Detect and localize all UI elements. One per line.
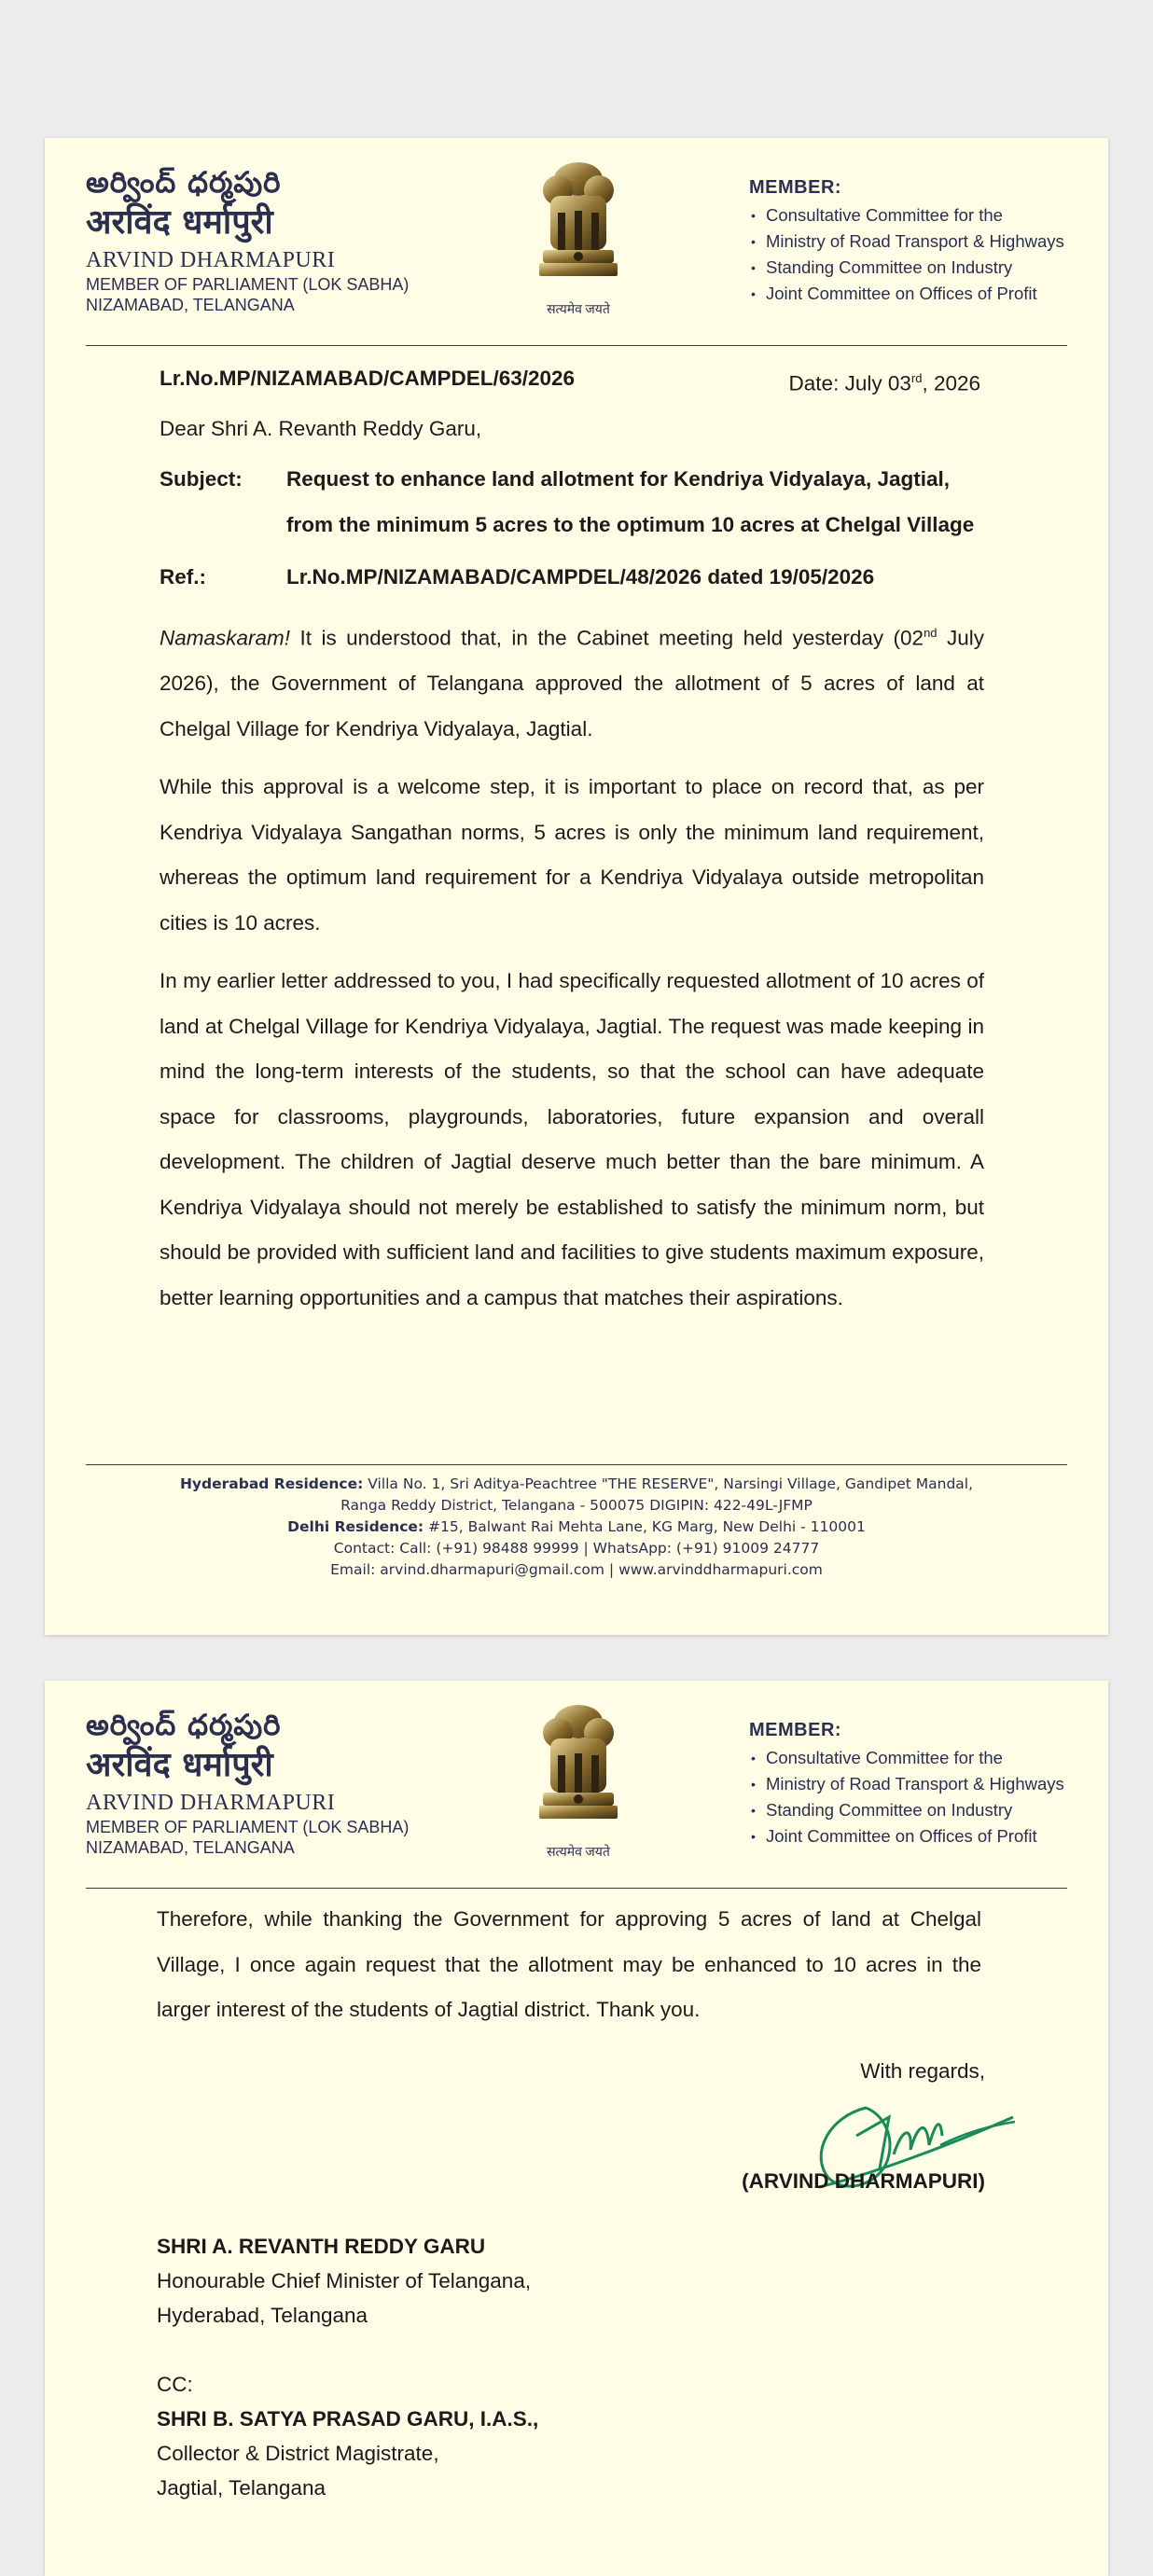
hyderabad-residence-line bbox=[86, 1474, 1067, 1495]
delhi-address: #15, Balwant Rai Mehta Lane, KG Marg, New Delhi - 110001 bbox=[424, 1518, 866, 1535]
ref-date-row bbox=[160, 356, 984, 401]
designation: MEMBER OF PARLIAMENT (LOK SABHA) bbox=[86, 1818, 410, 1836]
addressee-block bbox=[157, 2229, 531, 2333]
greeting-italic: Namaskaram! bbox=[160, 626, 291, 650]
letter-body-page2 bbox=[157, 1897, 981, 2033]
date-text: Date: July 03 bbox=[788, 371, 911, 395]
membership-item: • Standing Committee on Industry bbox=[749, 1797, 1104, 1823]
addressee-location: Hyderabad, Telangana bbox=[157, 2304, 368, 2327]
ashoka-emblem-icon bbox=[530, 1701, 627, 1841]
membership-item: • Standing Committee on Industry bbox=[749, 255, 1104, 281]
footer-page1 bbox=[86, 1474, 1067, 1581]
contact-line: Contact: Call: (+91) 98488 99999 | WhatsApp: (+91) 91009 24777 bbox=[333, 1540, 820, 1557]
subject-row bbox=[160, 457, 984, 547]
name-telugu: అర్వింద్ ధర్మపురి bbox=[86, 1709, 282, 1742]
para1-text-a: It is understood that, in the Cabinet meeting held yesterday (02 bbox=[290, 626, 924, 650]
name-hindi: अरविंद धर्मापुरी bbox=[86, 1746, 273, 1784]
letter-number: Lr.No.MP/NIZAMABAD/CAMPDEL/63/2026 bbox=[160, 367, 576, 390]
paragraph-1 bbox=[160, 611, 984, 752]
subject-label: Subject: bbox=[160, 467, 243, 491]
delhi-label: Delhi Residence: bbox=[287, 1518, 424, 1535]
addressee-name: SHRI A. REVANTH REDDY GARU bbox=[157, 2235, 486, 2258]
membership-item-cont: • Ministry of Road Transport & Highways bbox=[749, 229, 1104, 255]
email-website-line: Email: arvind.dharmapuri@gmail.com | www.arvinddharmapuri.com bbox=[330, 1561, 823, 1578]
addressee-title: Honourable Chief Minister of Telangana, bbox=[157, 2269, 532, 2292]
national-emblem bbox=[522, 159, 634, 318]
designation: MEMBER OF PARLIAMENT (LOK SABHA) bbox=[86, 275, 410, 294]
hyderabad-address: Villa No. 1, Sri Aditya-Peachtree "THE RESERVE", Narsingi Village, Gandipet Mandal, bbox=[363, 1475, 974, 1492]
signatory-name: (ARVIND DHARMAPURI) bbox=[742, 2169, 985, 2193]
membership-item: • Joint Committee on Offices of Profit bbox=[749, 281, 1104, 307]
cc-title: Collector & District Magistrate, bbox=[157, 2442, 439, 2465]
letterhead-name-block bbox=[86, 1707, 409, 1858]
date-year: , 2026 bbox=[922, 371, 980, 395]
membership-block bbox=[749, 177, 1104, 307]
name-telugu: అర్వింద్ ధర్మపురి bbox=[86, 166, 282, 200]
member-title: MEMBER: bbox=[749, 177, 842, 198]
emblem-motto: सत्यमेव जयते bbox=[547, 1846, 610, 1860]
letterhead-divider bbox=[86, 345, 1067, 346]
emblem-motto: सत्यमेव जयते bbox=[547, 303, 610, 317]
salutation: Dear Shri A. Revanth Reddy Garu, bbox=[160, 417, 482, 440]
letter-body-page1 bbox=[160, 356, 984, 1321]
membership-item: • Consultative Committee for the bbox=[749, 1745, 1104, 1771]
ashoka-emblem-icon bbox=[530, 159, 627, 298]
constituency: NIZAMABAD, TELANGANA bbox=[86, 1838, 295, 1857]
delhi-residence-line bbox=[86, 1517, 1067, 1538]
letter-page-2 bbox=[45, 1681, 1108, 2576]
cc-location: Jagtial, Telangana bbox=[157, 2476, 326, 2500]
paragraph-3: In my earlier letter addressed to you, I had specifically requested allotment of 10 acres of land at Chelgal Village for Kendriya Vidyalaya, Jagtial. The request was made keeping in mind the long-term interests of the students, so that the school can have adequate space for classrooms, playgrounds, laboratories, future expansion and overall development. The children of Jagtial deserve much better than the bare minimum. A Kendriya Vidyalaya should not merely be established to satisfy the minimum norm, but should be provided with sufficient land and facilities to give students maximum exposure, better learning opportunities and a campus that matches their aspirations. bbox=[160, 969, 984, 1309]
constituency: NIZAMABAD, TELANGANA bbox=[86, 296, 295, 314]
name-english: ARVIND DHARMAPURI bbox=[86, 248, 336, 272]
date-sup: rd bbox=[910, 371, 923, 385]
hyderabad-address-line2: Ranga Reddy District, Telangana - 500075 DIGIPIN: 422-49L-JFMP bbox=[340, 1497, 813, 1514]
cc-name: SHRI B. SATYA PRASAD GARU, I.A.S., bbox=[157, 2407, 539, 2431]
hyderabad-label: Hyderabad Residence: bbox=[179, 1475, 364, 1492]
reference-row bbox=[160, 551, 984, 603]
footer-divider bbox=[86, 1464, 1067, 1465]
membership-block bbox=[749, 1720, 1104, 1849]
paragraph-4: Therefore, while thanking the Government for approving 5 acres of land at Chelgal Village, I once again request that the allotment may be enhanced to 10 acres in the larger interest of the students of Jagtial district. Thank you. bbox=[157, 1907, 981, 2021]
letter-page-1 bbox=[45, 138, 1108, 1635]
reference-text: Lr.No.MP/NIZAMABAD/CAMPDEL/48/2026 dated 19/05/2026 bbox=[286, 565, 875, 589]
letterhead-divider bbox=[86, 1888, 1067, 1889]
reference-label: Ref.: bbox=[160, 565, 206, 589]
national-emblem bbox=[522, 1701, 634, 1861]
member-title: MEMBER: bbox=[749, 1720, 842, 1740]
name-english: ARVIND DHARMAPURI bbox=[86, 1791, 336, 1815]
letter-date bbox=[789, 356, 980, 407]
subject-text: Request to enhance land allotment for Kendriya Vidyalaya, Jagtial, from the minimum 5 acres to the optimum 10 acres at Chelgal Village bbox=[286, 467, 975, 536]
cc-label: CC: bbox=[157, 2373, 193, 2396]
membership-item: • Joint Committee on Offices of Profit bbox=[749, 1823, 1104, 1849]
name-hindi: अरविंद धर्मापुरी bbox=[86, 203, 273, 242]
membership-item: • Consultative Committee for the bbox=[749, 202, 1104, 229]
para1-text-b: July 2026), the Government of Telangana approved the allotment of 5 acres of land at Chelgal Village for Kendriya Vidyalaya, Jagtial. bbox=[160, 626, 984, 741]
closing: With regards, bbox=[860, 2059, 985, 2083]
paragraph-2: While this approval is a welcome step, it is important to place on record that, as per Kendriya Vidyalaya Sangathan norms, 5 acres is only the minimum land requirement, whereas the optimum land requirement for a Kendriya Vidyalaya outside metropolitan cities is 10 acres. bbox=[160, 775, 984, 935]
letterhead-name-block bbox=[86, 164, 409, 315]
membership-item-cont: • Ministry of Road Transport & Highways bbox=[749, 1771, 1104, 1797]
para1-sup: nd bbox=[924, 626, 938, 640]
cc-block bbox=[157, 2367, 538, 2505]
